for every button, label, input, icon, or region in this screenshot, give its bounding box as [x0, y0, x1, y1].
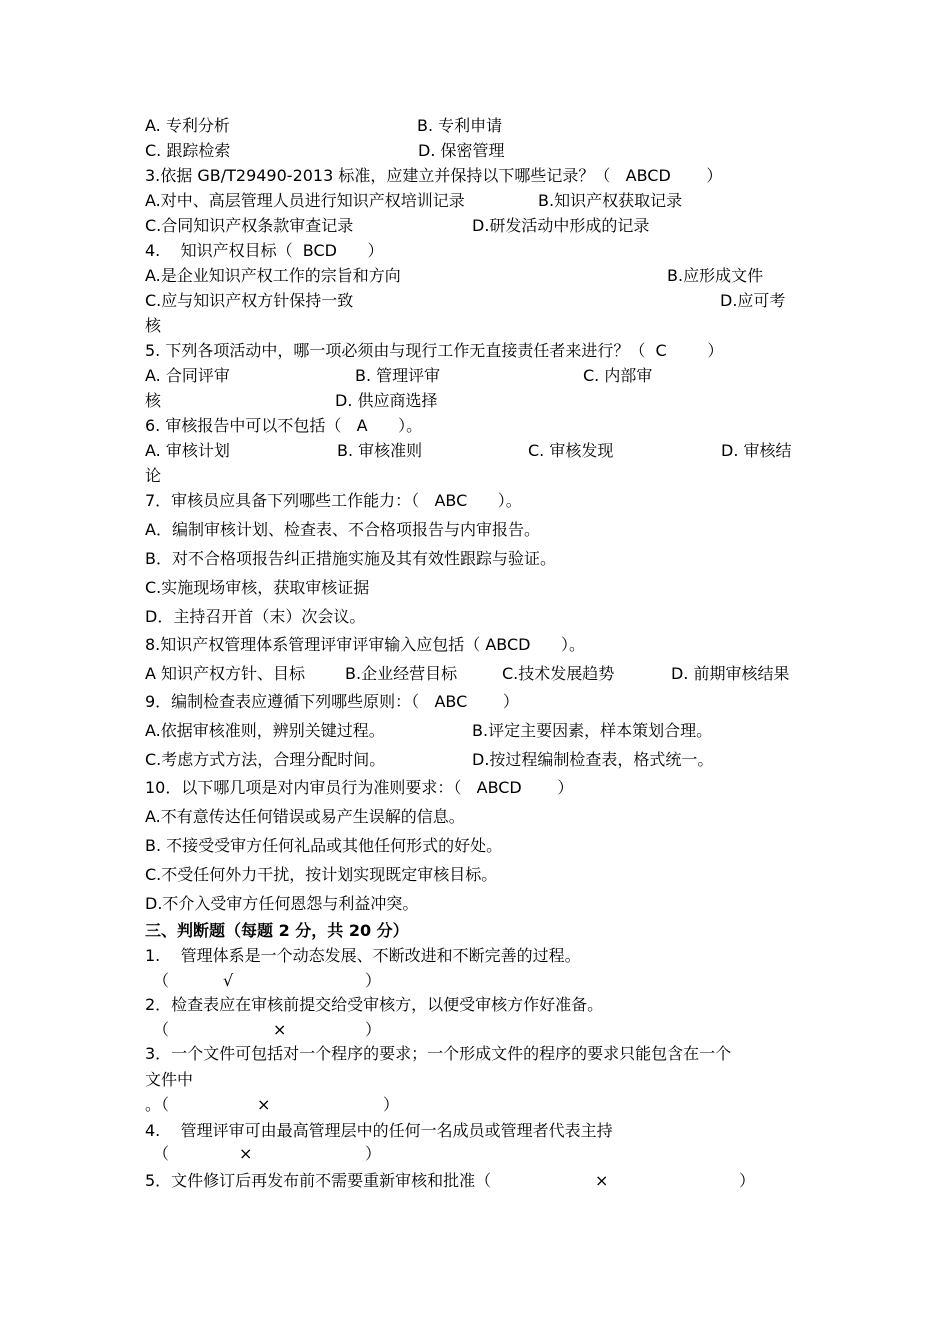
line-segment: （ [153, 1144, 170, 1163]
line-segment: A. 审核计划 [145, 441, 230, 460]
line-segment: D.不介入受审方任何恩怨与利益冲突。 [145, 894, 419, 913]
line-segment: 9．编制检查表应遵循下列哪些原则：（ ABC ） [145, 692, 519, 711]
line-segment: 3.依据 GB/T29490-2013 标准，应建立并保持以下哪些记录？（ ABCD ） [145, 166, 723, 185]
line-segment: 5．文件修订后再发布前不需要重新审核和批准（ [145, 1171, 492, 1190]
line-segment: D. 保密管理 [418, 141, 505, 160]
line-segment: 10．以下哪几项是对内审员行为准则要求：（ ABCD ） [145, 778, 574, 797]
line-segment: 文件中 [145, 1070, 194, 1089]
line-segment: B．对不合格项报告纠正措施实施及其有效性跟踪与验证。 [145, 549, 556, 568]
line-segment: × [239, 1144, 253, 1163]
line-segment: （ [153, 971, 170, 990]
line-segment: 1. 管理体系是一个动态发展、不断改进和不断完善的过程。 [145, 946, 581, 965]
line-segment: 核 [145, 391, 162, 410]
line-segment: C.合同知识产权条款审查记录 [145, 216, 354, 235]
line-segment: （ [153, 1020, 170, 1039]
line-segment: D. 供应商选择 [335, 391, 438, 410]
line-segment: D. 前期审核结果 [671, 664, 790, 683]
line-segment: 。（ [145, 1095, 170, 1114]
line-segment: C. 跟踪检索 [145, 141, 231, 160]
line-segment: D.按过程编制检查表，格式统一。 [472, 750, 714, 769]
line-segment: C. 审核发现 [528, 441, 614, 460]
line-segment: B.企业经营目标 [345, 664, 458, 683]
line-segment: ） [365, 1144, 382, 1163]
line-segment: B. 审核准则 [337, 441, 423, 460]
line-segment: C.应与知识产权方针保持一致 [145, 291, 354, 310]
line-segment: √ [223, 971, 234, 990]
line-segment: B. 不接受受审方任何礼品或其他任何形式的好处。 [145, 836, 503, 855]
line-segment: ） [365, 1020, 382, 1039]
line-segment: 4. 知识产权目标（ BCD ） [145, 241, 384, 260]
line-segment: ） [383, 1095, 400, 1114]
line-segment: 三、判断题（每题 2 分，共 20 分） [145, 921, 409, 940]
line-segment: ） [739, 1171, 756, 1190]
line-segment: C.不受任何外力干扰，按计划实现既定审核目标。 [145, 865, 498, 884]
line-segment: × [595, 1171, 609, 1190]
line-segment: 7．审核员应具备下列哪些工作能力：（ ABC ）。 [145, 491, 522, 510]
line-segment: A. 专利分析 [145, 116, 230, 135]
line-segment: ） [365, 971, 382, 990]
line-segment: C.实施现场审核，获取审核证据 [145, 578, 370, 597]
line-segment: A. 合同评审 [145, 366, 230, 385]
line-segment: 论 [145, 466, 162, 485]
line-segment: B.知识产权获取记录 [538, 191, 683, 210]
line-segment: 6. 审核报告中可以不包括（ A ）。 [145, 416, 423, 435]
line-segment: D.研发活动中形成的记录 [472, 216, 650, 235]
line-segment: C. 内部审 [583, 366, 653, 385]
line-segment: 8.知识产权管理体系管理评审评审输入应包括（ ABCD ）。 [145, 635, 586, 654]
line-segment: A.是企业知识产权工作的宗旨和方向 [145, 266, 401, 285]
line-segment: A.依据审核准则，辨别关键过程。 [145, 721, 385, 740]
line-segment: 3．一个文件可包括对一个程序的要求；一个形成文件的程序的要求只能包含在一个 [145, 1044, 732, 1063]
line-segment: 4. 管理评审可由最高管理层中的任何一名成员或管理者代表主持 [145, 1121, 613, 1140]
line-segment: B. 专利申请 [417, 116, 503, 135]
line-segment: 2．检查表应在审核前提交给受审核方，以便受审核方作好准备。 [145, 995, 604, 1014]
line-segment: D. 审核结 [721, 441, 792, 460]
line-segment: C.考虑方式方法，合理分配时间。 [145, 750, 386, 769]
line-segment: D．主持召开首（末）次会议。 [145, 607, 366, 626]
line-segment: B.评定主要因素，样本策划合理。 [472, 721, 713, 740]
line-segment: A 知识产权方针、目标 [145, 664, 306, 683]
line-segment: D.应可考 [720, 291, 786, 310]
line-segment: × [273, 1020, 287, 1039]
line-segment: × [257, 1095, 271, 1114]
line-segment: A．编制审核计划、检查表、不合格项报告与内审报告。 [145, 520, 540, 539]
line-segment: 5. 下列各项活动中，哪一项必须由与现行工作无直接责任者来进行？（ C ） [145, 341, 724, 360]
line-segment: B. 管理评审 [355, 366, 441, 385]
line-segment: B.应形成文件 [667, 266, 764, 285]
line-segment: 核 [145, 316, 162, 335]
line-segment: A.不有意传达任何错误或易产生误解的信息。 [145, 807, 465, 826]
line-segment: C.技术发展趋势 [502, 664, 615, 683]
line-segment: A.对中、高层管理人员进行知识产权培训记录 [145, 191, 465, 210]
